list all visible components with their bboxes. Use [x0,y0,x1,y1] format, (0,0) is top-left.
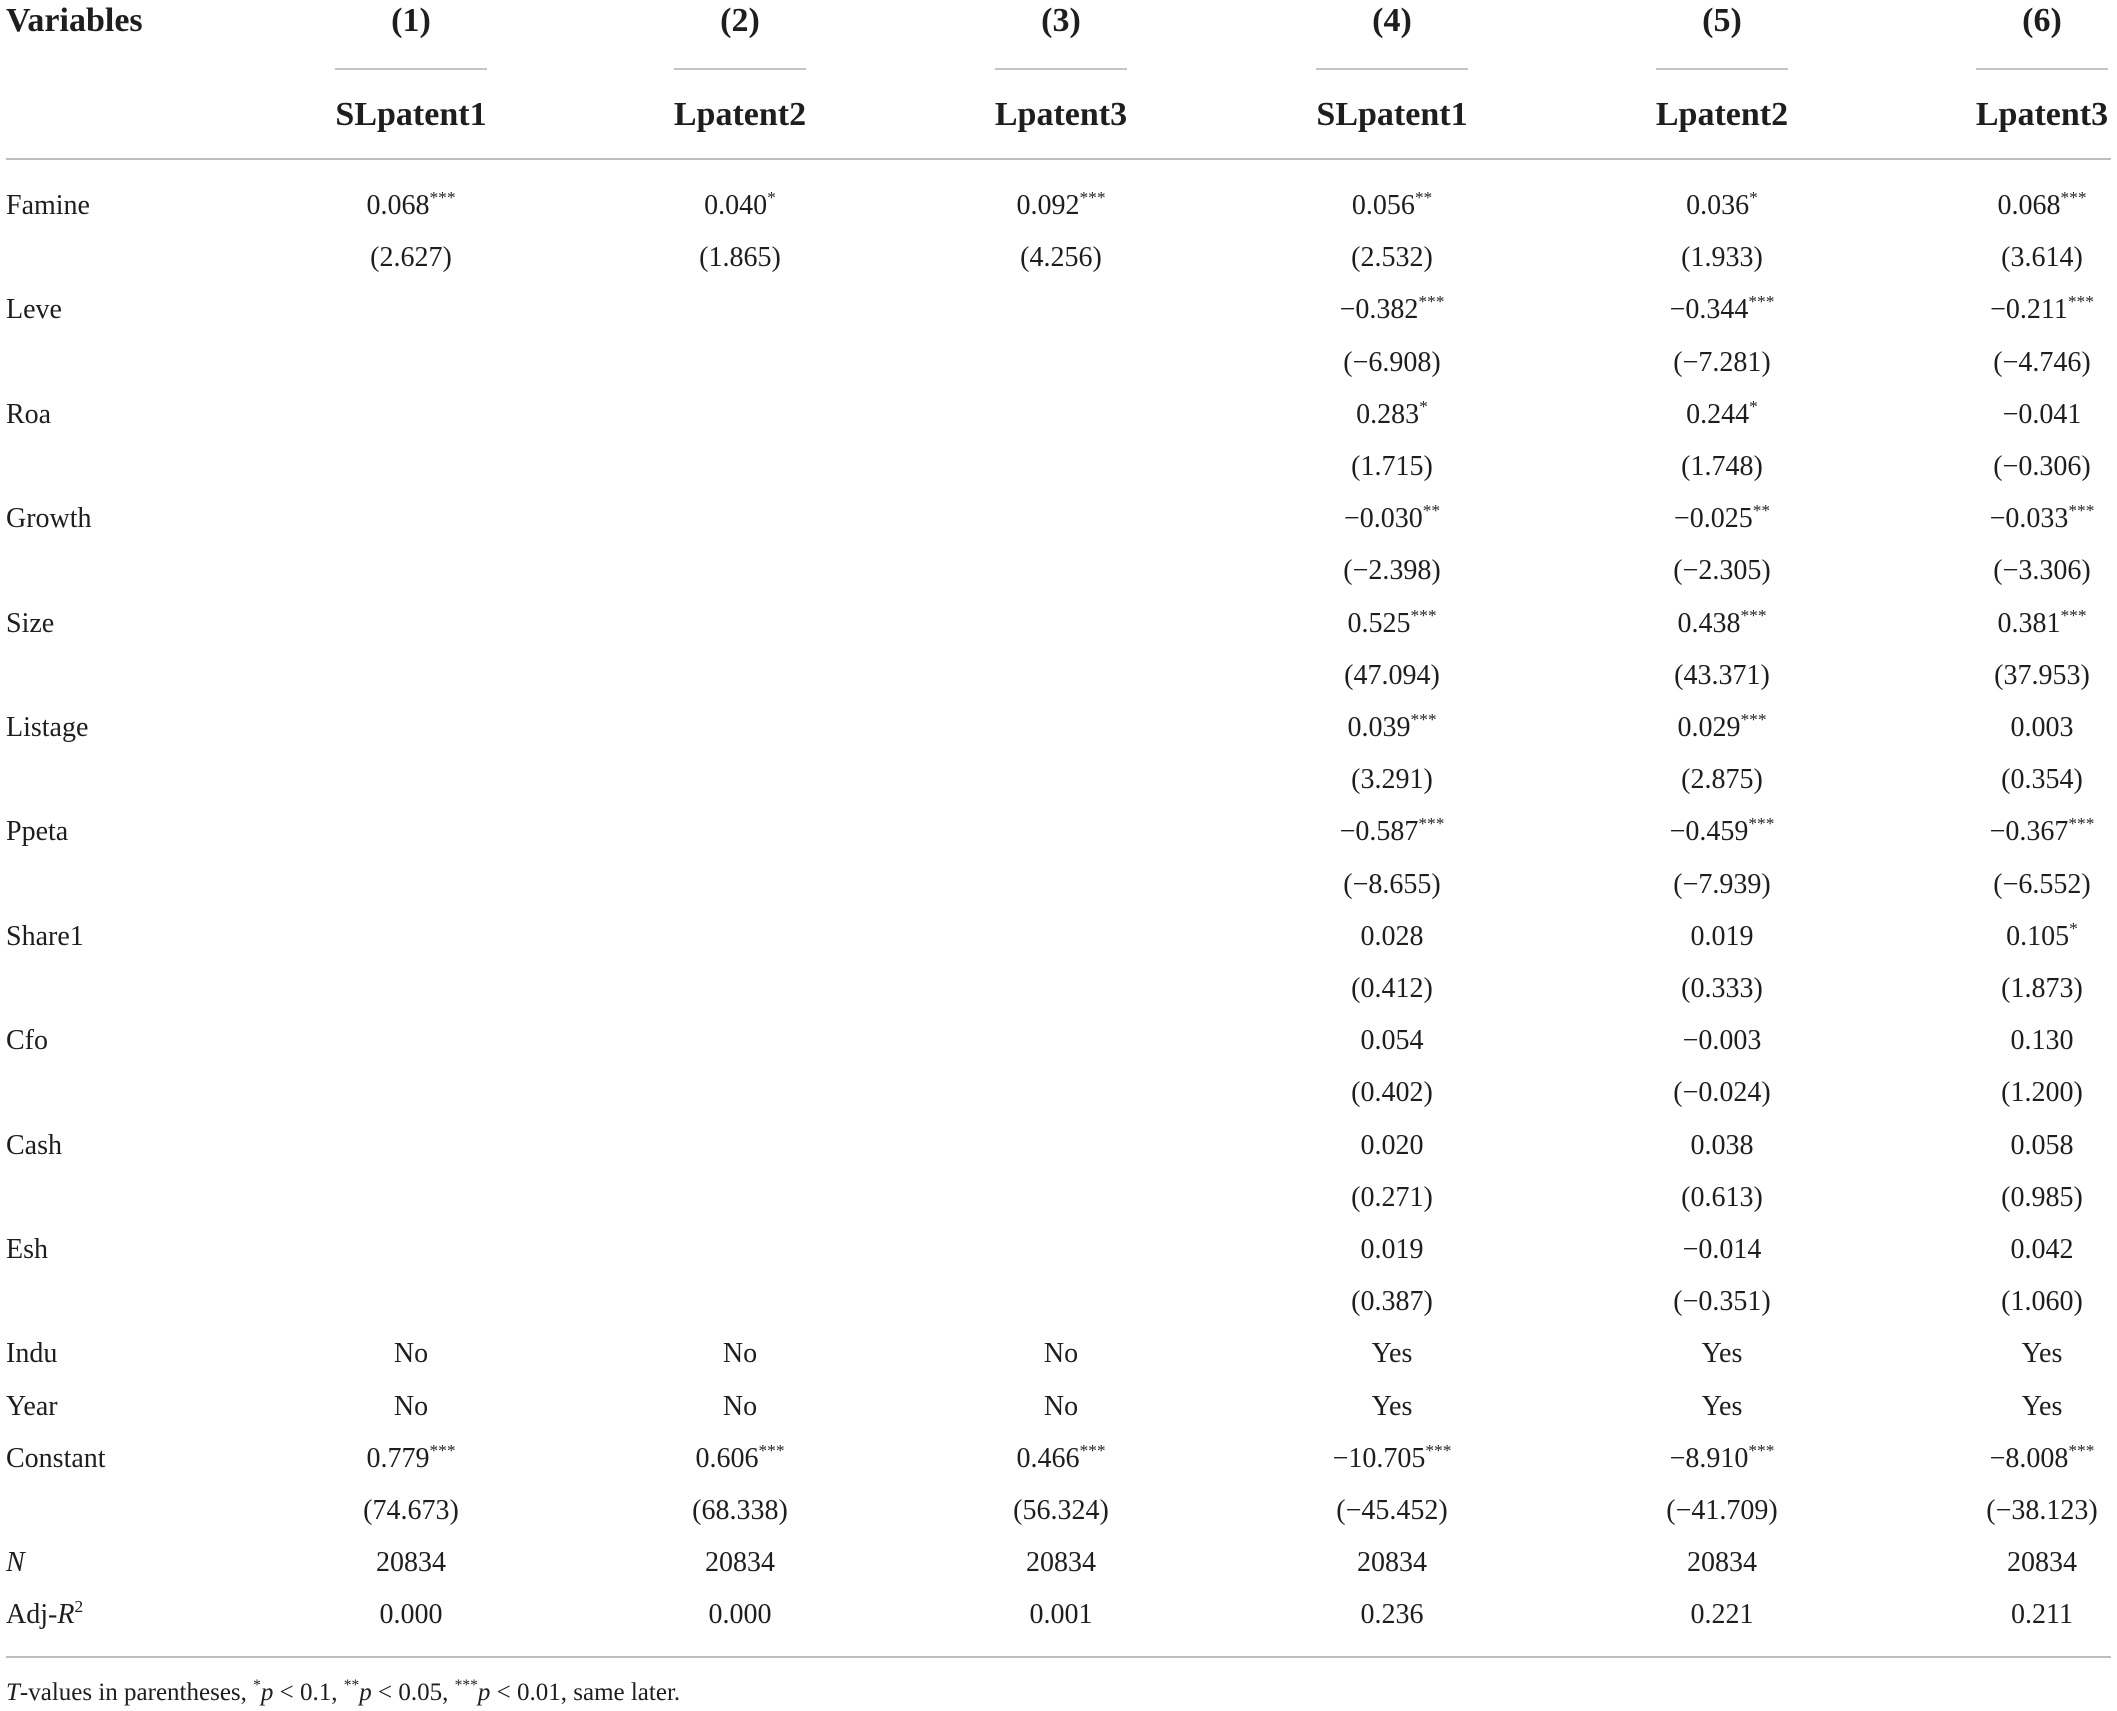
table-cell: 20834 [1026,1547,1096,1578]
header-model-number: (1) [391,2,431,39]
table-cell: (74.673) [363,1495,459,1526]
table-cell: 20834 [705,1547,775,1578]
row-label: Ppeta [6,816,69,847]
table-cell: 0.001 [1029,1599,1093,1630]
table-cell: (2.532) [1351,242,1433,273]
table-cell: (0.387) [1351,1286,1433,1317]
table-cell: 20834 [2007,1547,2077,1578]
table-cell: 20834 [376,1547,446,1578]
table-cell: No [1043,1391,1079,1422]
table-cell: No [393,1338,429,1369]
row-label: N [6,1547,25,1578]
table-cell: (43.371) [1674,660,1770,691]
table-cell: 0.525*** [1347,606,1437,639]
header-underline [995,68,1127,70]
table-cell: (−38.123) [1986,1495,2098,1526]
table-cell: (56.324) [1013,1495,1109,1526]
table-cell: 0.020 [1360,1130,1424,1161]
table-cell: 0.092*** [1016,188,1106,221]
table-cell: 0.606*** [695,1441,785,1474]
header-underline [1316,68,1468,70]
table-cell: 0.466*** [1016,1441,1106,1474]
row-label: Year [6,1391,58,1422]
row-label: Esh [6,1234,48,1265]
row-label: Size [6,608,55,639]
table-cell: No [1043,1338,1079,1369]
table-cell: (0.402) [1351,1077,1433,1108]
table-cell: (47.094) [1344,660,1440,691]
table-cell: 20834 [1357,1547,1427,1578]
table-cell: 0.038 [1690,1130,1754,1161]
table-cell: 0.019 [1690,921,1754,952]
row-label: Adj-$R^2$ [6,1597,84,1630]
table-cell: −0.344*** [1669,292,1775,325]
table-cell: 0.028 [1360,921,1424,952]
table-cell: 0.381*** [1997,606,2087,639]
table-cell: (1.715) [1351,451,1433,482]
table-cell: 0.040* [704,188,776,221]
table-cell: (−41.709) [1666,1495,1778,1526]
table-cell: (37.953) [1994,660,2090,691]
table-cell: (68.338) [692,1495,788,1526]
table-bottom-rule [6,1656,2111,1658]
table-cell: (−2.305) [1673,555,1771,586]
row-label: Indu [6,1338,58,1369]
table-cell: (3.291) [1351,764,1433,795]
row-label: Famine [6,190,90,221]
table-cell: −0.014 [1682,1234,1762,1265]
header-underline [1656,68,1788,70]
table-cell: 0.779*** [366,1441,456,1474]
table-cell: (2.627) [370,242,452,273]
table-cell: (1.865) [699,242,781,273]
table-cell: 0.438*** [1677,606,1767,639]
table-cell: −0.587*** [1339,814,1445,847]
header-dependent-variable: Lpatent3 [994,96,1128,133]
header-model-number: (6) [2022,2,2062,39]
table-cell: Yes [2021,1391,2063,1422]
header-dependent-variable: SLpatent1 [335,96,487,133]
table-cell: (2.875) [1681,764,1763,795]
table-cell: (0.333) [1681,973,1763,1004]
table-cell: 0.058 [2010,1130,2074,1161]
row-label: Cash [6,1130,62,1161]
table-cell: 0.068*** [1997,188,2087,221]
table-cell: (−2.398) [1343,555,1441,586]
table-cell: No [393,1391,429,1422]
table-cell: 0.130 [2010,1025,2074,1056]
header-dependent-variable: SLpatent1 [1316,96,1468,133]
table-cell: 20834 [1687,1547,1757,1578]
header-dependent-variable: Lpatent2 [673,96,807,133]
table-cell: (−0.351) [1673,1286,1771,1317]
table-cell: (3.614) [2001,242,2083,273]
table-cell: (−8.655) [1343,869,1441,900]
table-cell: −0.367*** [1989,814,2095,847]
table-cell: (−0.306) [1993,451,2091,482]
header-underline [674,68,806,70]
table-cell: (0.271) [1351,1182,1433,1213]
table-cell: −0.033*** [1989,501,2095,534]
table-cell: Yes [1701,1338,1743,1369]
header-bottom-rule [6,158,2111,160]
header-dependent-variable: Lpatent2 [1655,96,1789,133]
table-cell: (−0.024) [1673,1077,1771,1108]
table-cell: Yes [1371,1391,1413,1422]
table-cell: 0.042 [2010,1234,2074,1265]
table-cell: 0.019 [1360,1234,1424,1265]
table-cell: No [722,1338,758,1369]
table-cell: −0.030** [1343,501,1441,534]
table-cell: 0.000 [379,1599,443,1630]
table-cell: 0.054 [1360,1025,1424,1056]
table-cell: 0.056** [1351,188,1433,221]
table-cell: −0.211*** [1990,292,2094,325]
header-variables-label: Variables [6,2,143,39]
table-cell: (1.060) [2001,1286,2083,1317]
table-cell: 0.221 [1690,1599,1754,1630]
header-model-number: (5) [1702,2,1742,39]
header-underline [1976,68,2108,70]
table-cell: −8.008*** [1989,1441,2095,1474]
table-cell: Yes [1701,1391,1743,1422]
row-label: Listage [6,712,89,743]
table-cell: (0.354) [2001,764,2083,795]
table-cell: (1.933) [1681,242,1763,273]
table-cell: −0.025** [1673,501,1771,534]
table-cell: (−4.746) [1993,347,2091,378]
table-cell: (0.412) [1351,973,1433,1004]
table-cell: 0.003 [2010,712,2074,743]
table-cell: (−6.552) [1993,869,2091,900]
table-cell: −8.910*** [1669,1441,1775,1474]
row-label: Cfo [6,1025,48,1056]
table-cell: Yes [2021,1338,2063,1369]
header-model-number: (3) [1041,2,1081,39]
table-cell: 0.211 [2011,1599,2073,1630]
table-cell: (0.613) [1681,1182,1763,1213]
table-cell: −10.705*** [1332,1441,1452,1474]
header-underline [335,68,487,70]
table-cell: 0.000 [708,1599,772,1630]
table-cell: (−6.908) [1343,347,1441,378]
table-footnote: T-values in parentheses, *p < 0.1, **p < 0.05, ***p < 0.01, same later. [6,1676,681,1706]
row-label: Share1 [6,921,84,952]
header-dependent-variable: Lpatent3 [1975,96,2109,133]
header-model-number: (4) [1372,2,1412,39]
table-cell: −0.459*** [1669,814,1775,847]
table-cell: −0.382*** [1339,292,1445,325]
table-cell: (−45.452) [1336,1495,1448,1526]
row-label: Growth [6,503,92,534]
table-cell: 0.283* [1356,397,1428,430]
table-cell: (−3.306) [1993,555,2091,586]
header-model-number: (2) [720,2,760,39]
table-cell: 0.068*** [366,188,456,221]
table-cell: (1.748) [1681,451,1763,482]
table-cell: (4.256) [1020,242,1102,273]
table-cell: (1.873) [2001,973,2083,1004]
table-cell: (0.985) [2001,1182,2083,1213]
table-cell: (1.200) [2001,1077,2083,1108]
table-cell: 0.236 [1360,1599,1424,1630]
table-cell: −0.003 [1682,1025,1762,1056]
row-label: Constant [6,1443,106,1474]
table-cell: −0.041 [2002,399,2082,430]
table-cell: 0.039*** [1347,710,1437,743]
table-cell: 0.029*** [1677,710,1767,743]
row-label: Leve [6,294,62,325]
table-cell: Yes [1371,1338,1413,1369]
table-cell: 0.105* [2006,919,2078,952]
table-cell: (−7.281) [1673,347,1771,378]
table-cell: 0.244* [1686,397,1758,430]
row-label: Roa [6,399,52,430]
table-cell: (−7.939) [1673,869,1771,900]
table-cell: 0.036* [1686,188,1758,221]
table-cell: No [722,1391,758,1422]
